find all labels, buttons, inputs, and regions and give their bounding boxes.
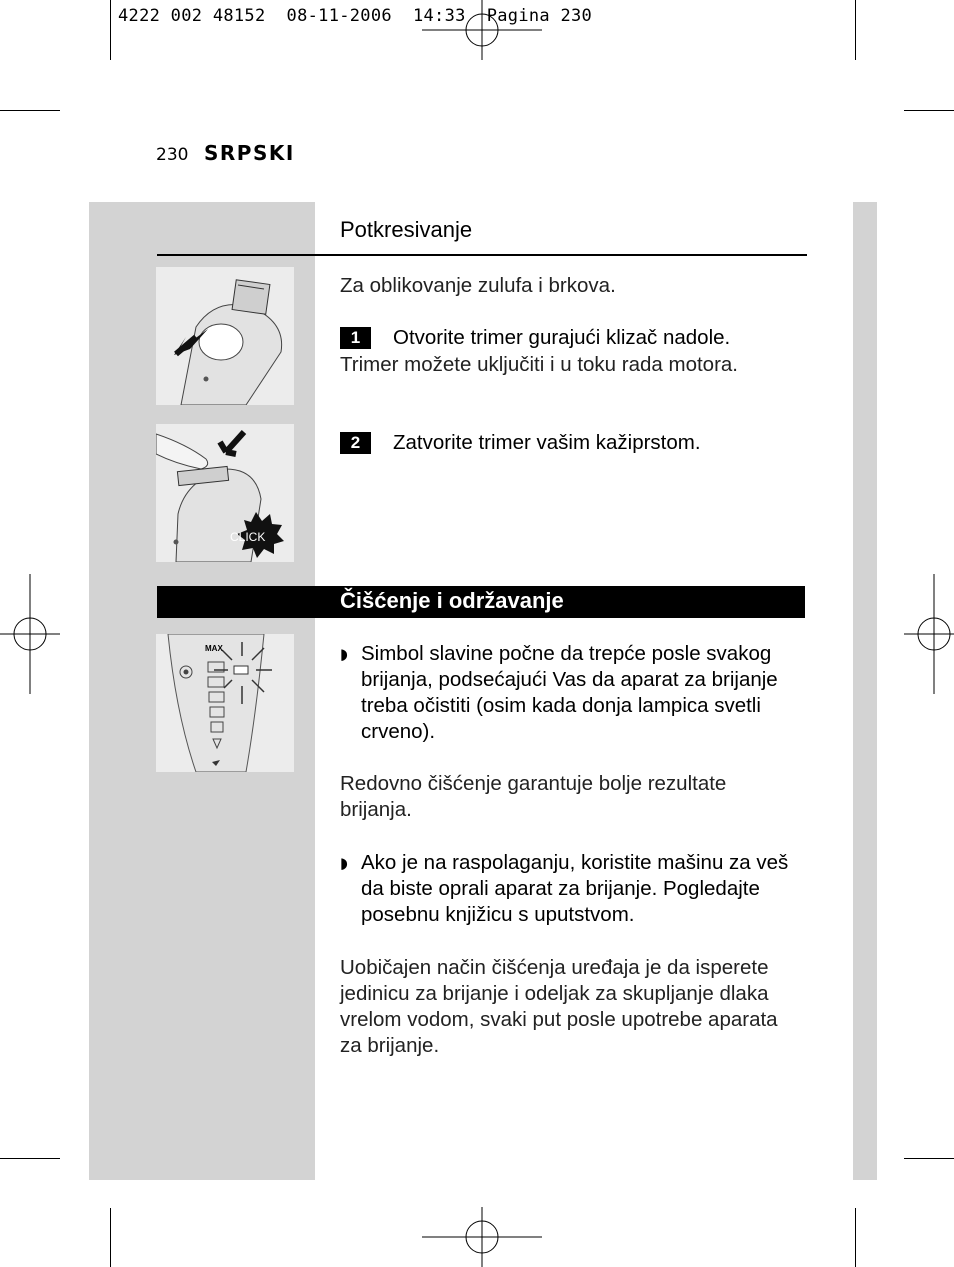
page-language: SRPSKI xyxy=(204,141,295,165)
bullet-1-line-4: crveno). xyxy=(361,720,436,743)
finger-illustration xyxy=(156,424,294,562)
bullet-1-line-2: brijanja, podsećajući Vas da aparat za brijanje xyxy=(361,668,778,691)
paragraph-2-line-3: vrelom vodom, svaki put posle upotrebe aparata xyxy=(340,1008,778,1031)
click-label: CLICK xyxy=(230,530,266,544)
trimmer-note: Trimer možete uključiti i u toku rada motora. xyxy=(340,353,738,376)
crop-mark xyxy=(855,0,856,60)
section-title-trimming: Potkresivanje xyxy=(340,217,473,242)
registration-mark-left xyxy=(0,572,62,696)
crop-mark xyxy=(110,1208,111,1267)
registration-mark-right xyxy=(902,572,954,696)
figure-open-trimmer xyxy=(156,267,294,405)
shaver-illustration xyxy=(156,267,294,405)
crop-mark xyxy=(904,110,954,111)
page-number: 230 xyxy=(156,145,189,165)
section-title-cleaning: Čišćenje i održavanje xyxy=(340,588,564,613)
bullet-1-line-3: treba očistiti (osim kada donja lampica svetli xyxy=(361,694,761,717)
step-1-text: Otvorite trimer gurajući klizač nadole. xyxy=(393,326,731,349)
figure-clean-indicator xyxy=(156,634,294,772)
paragraph-1-line-1: Redovno čišćenje garantuje bolje rezultate xyxy=(340,772,727,795)
indicator-illustration xyxy=(156,634,294,772)
bullet-1-line-1: Simbol slavine počne da trepće posle svakog xyxy=(361,642,772,665)
title-rule xyxy=(157,254,807,256)
crop-mark xyxy=(0,1158,60,1159)
paragraph-2-line-4: za brijanje. xyxy=(340,1034,440,1057)
bullet-icon: ◗ xyxy=(340,645,348,663)
figure-close-trimmer xyxy=(156,424,294,562)
print-header: 4222 002 48152 08-11-2006 14:33 Pagina 230 xyxy=(118,6,593,26)
step-number-2: 2 xyxy=(340,432,371,454)
bullet-2-line-1: Ako je na raspolaganju, koristite mašinu za veš xyxy=(361,851,789,874)
paragraph-1-line-2: brijanja. xyxy=(340,798,412,821)
bullet-icon: ◗ xyxy=(340,854,348,872)
crop-mark xyxy=(0,110,60,111)
bullet-2-line-3: posebnu knjižicu s uputstvom. xyxy=(361,903,635,926)
crop-mark xyxy=(110,0,111,60)
section-banner-cleaning xyxy=(157,586,805,618)
crop-mark xyxy=(904,1158,954,1159)
right-margin-band xyxy=(853,202,877,1180)
max-label: MAX xyxy=(205,644,223,653)
registration-mark-bottom xyxy=(420,1205,544,1267)
step-number-1: 1 xyxy=(340,327,371,349)
paragraph-2-line-1: Uobičajen način čišćenja uređaja je da isperete xyxy=(340,956,769,979)
paragraph-2-line-2: jedinicu za brijanje i odeljak za skupljanje dlaka xyxy=(340,982,769,1005)
step-2-text: Zatvorite trimer vašim kažiprstom. xyxy=(393,431,701,454)
crop-mark xyxy=(855,1208,856,1267)
intro-text: Za oblikovanje zulufa i brkova. xyxy=(340,274,616,297)
bullet-2-line-2: da biste oprali aparat za brijanje. Pogledajte xyxy=(361,877,760,900)
